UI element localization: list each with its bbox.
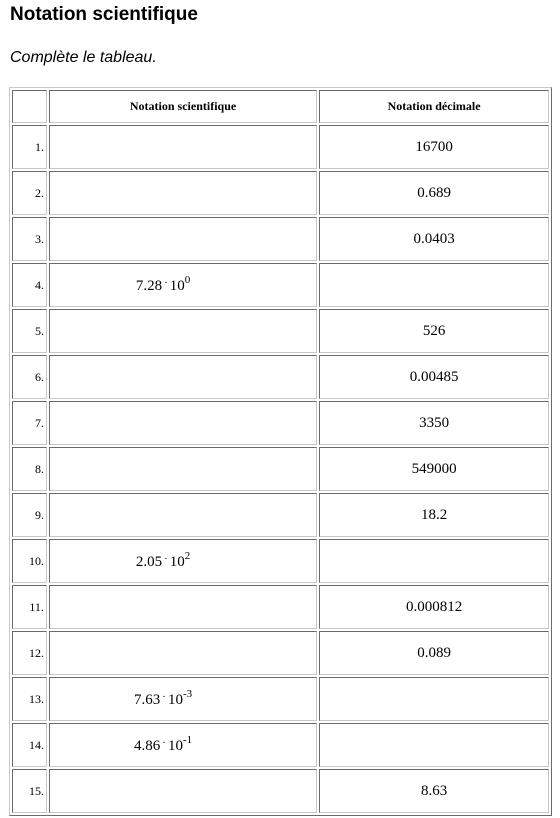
table-row — [12, 723, 549, 767]
power-base: 10 — [167, 738, 183, 754]
table-row — [12, 263, 549, 307]
table-row — [12, 493, 549, 537]
scientific-notation-cell[interactable] — [49, 309, 317, 353]
decimal-notation-cell[interactable] — [319, 723, 549, 767]
row-number: 12. — [12, 631, 47, 675]
table-row — [12, 309, 549, 353]
mantissa: 7.28 — [135, 278, 163, 294]
table-row — [12, 447, 549, 491]
row-number: 8. — [12, 447, 47, 491]
decimal-notation-cell[interactable]: 3350 — [319, 401, 549, 445]
scientific-notation-cell[interactable] — [49, 263, 317, 307]
scientific-notation-cell[interactable] — [49, 401, 317, 445]
row-number: 1. — [12, 125, 47, 169]
exponent: -1 — [182, 734, 193, 746]
mantissa: 4.86 — [134, 738, 161, 754]
scientific-notation-cell[interactable] — [49, 125, 317, 169]
scientific-notation-cell[interactable] — [49, 217, 317, 261]
table-row — [12, 769, 549, 813]
table-row — [12, 401, 549, 445]
table-row — [12, 217, 549, 261]
multiplication-dot: · — [164, 553, 168, 565]
power-base: 10 — [169, 278, 185, 294]
row-number: 4. — [12, 263, 47, 307]
decimal-notation-cell[interactable] — [319, 263, 549, 307]
table-row — [12, 631, 549, 675]
row-number: 13. — [12, 677, 47, 721]
decimal-notation-cell[interactable]: 0.0403 — [319, 217, 549, 261]
row-number: 2. — [12, 171, 47, 215]
table-body — [12, 125, 549, 813]
exponent: 0 — [184, 274, 191, 286]
exponent: 2 — [184, 550, 191, 562]
table-row — [12, 355, 549, 399]
scientific-notation-cell[interactable] — [49, 539, 317, 583]
table-row — [12, 125, 549, 169]
scientific-notation-cell[interactable] — [49, 769, 317, 813]
scientific-notation-cell[interactable] — [49, 447, 317, 491]
multiplication-dot: · — [162, 691, 166, 703]
decimal-notation-cell[interactable] — [319, 539, 549, 583]
table-row — [12, 585, 549, 629]
row-number: 10. — [12, 539, 47, 583]
decimal-notation-cell[interactable]: 549000 — [319, 447, 549, 491]
decimal-notation-cell[interactable]: 16700 — [319, 125, 549, 169]
row-number: 7. — [12, 401, 47, 445]
table-row — [12, 677, 549, 721]
mantissa: 7.63 — [134, 692, 161, 708]
decimal-notation-cell[interactable]: 8.63 — [319, 769, 549, 813]
table-row — [12, 171, 549, 215]
instruction-text: Complète le tableau. — [10, 49, 157, 66]
decimal-notation-cell[interactable] — [319, 677, 549, 721]
scientific-notation-cell[interactable] — [49, 723, 317, 767]
table-header-row — [12, 90, 549, 123]
decimal-notation-cell[interactable]: 0.689 — [319, 171, 549, 215]
header-decimal: Notation décimale — [319, 90, 549, 123]
table-row — [12, 539, 549, 583]
row-number: 3. — [12, 217, 47, 261]
decimal-notation-cell[interactable]: 0.089 — [319, 631, 549, 675]
row-number: 15. — [12, 769, 47, 813]
decimal-notation-cell[interactable]: 18.2 — [319, 493, 549, 537]
row-number: 14. — [12, 723, 47, 767]
page-title: Notation scientifique — [10, 4, 198, 25]
row-number: 9. — [12, 493, 47, 537]
decimal-notation-cell[interactable]: 0.000812 — [319, 585, 549, 629]
multiplication-dot: · — [164, 277, 168, 289]
scientific-notation-cell[interactable] — [49, 677, 317, 721]
scientific-notation-cell[interactable] — [49, 631, 317, 675]
row-number: 11. — [12, 585, 47, 629]
scientific-notation-cell[interactable] — [49, 585, 317, 629]
row-number: 6. — [12, 355, 47, 399]
exponent: -3 — [182, 688, 193, 700]
notation-table — [9, 87, 552, 816]
power-base: 10 — [169, 554, 185, 570]
power-base: 10 — [167, 692, 183, 708]
multiplication-dot: · — [162, 737, 166, 749]
decimal-notation-cell[interactable]: 526 — [319, 309, 549, 353]
row-number: 5. — [12, 309, 47, 353]
scientific-notation-cell[interactable] — [49, 493, 317, 537]
header-number — [12, 90, 47, 123]
header-scientific: Notation scientifique — [49, 90, 317, 123]
mantissa: 2.05 — [135, 554, 163, 570]
decimal-notation-cell[interactable]: 0.00485 — [319, 355, 549, 399]
scientific-notation-cell[interactable] — [49, 355, 317, 399]
scientific-notation-cell[interactable] — [49, 171, 317, 215]
